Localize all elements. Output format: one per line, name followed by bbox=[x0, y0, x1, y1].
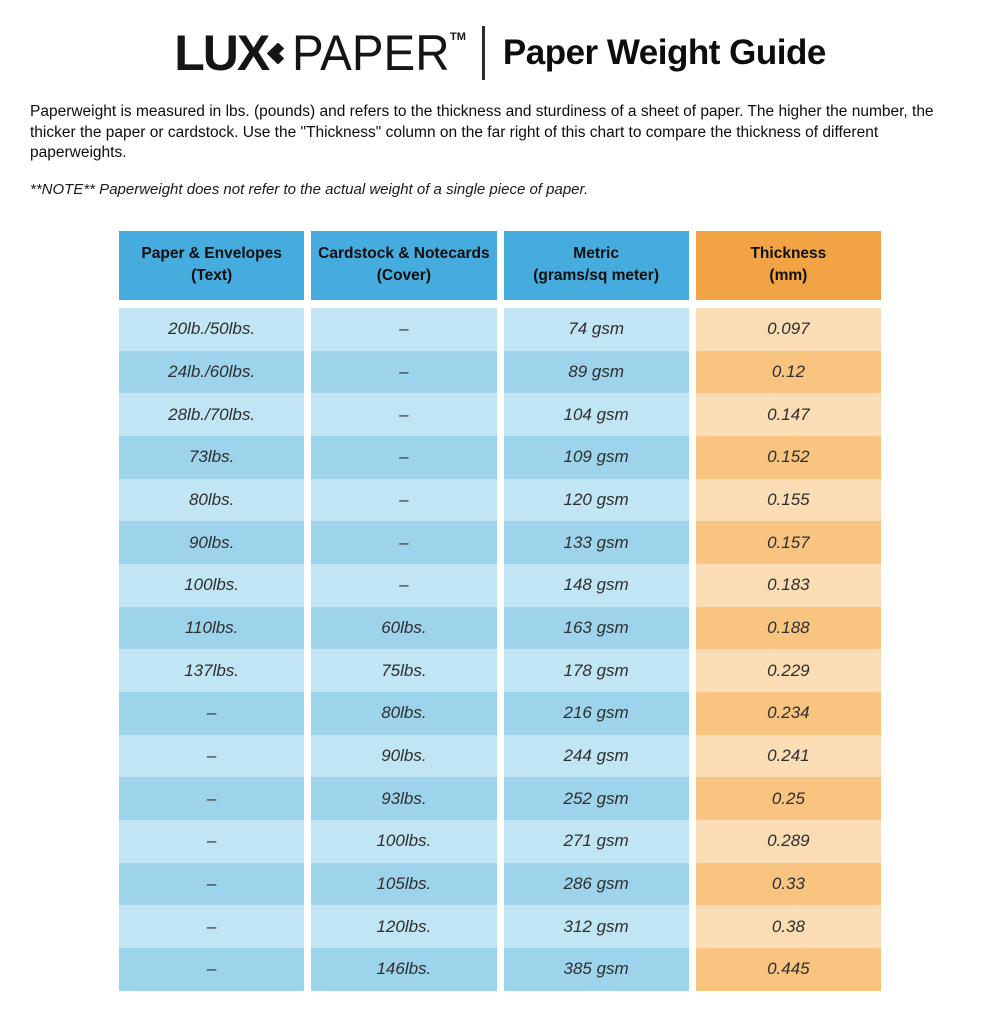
cell-thickness: 0.152 bbox=[696, 436, 881, 479]
cell-thickness: 0.157 bbox=[696, 521, 881, 564]
table-row bbox=[119, 393, 881, 436]
cell-cardstock-notecards: – bbox=[311, 479, 496, 522]
cell-paper-envelopes: – bbox=[119, 905, 304, 948]
cell-metric: 120 gsm bbox=[504, 479, 689, 522]
cell-thickness: 0.097 bbox=[696, 308, 881, 351]
column-header-line2: (mm) bbox=[769, 267, 808, 285]
column-header-line2: (Cover) bbox=[376, 267, 431, 285]
table-body bbox=[119, 308, 881, 991]
cell-metric: 244 gsm bbox=[504, 735, 689, 778]
chevron-left-icon bbox=[268, 42, 289, 63]
cell-metric: 216 gsm bbox=[504, 692, 689, 735]
table-row bbox=[119, 863, 881, 906]
cell-thickness: 0.12 bbox=[696, 351, 881, 394]
cell-cardstock-notecards: 120lbs. bbox=[311, 905, 496, 948]
column-header-line1: Cardstock & Notecards bbox=[318, 244, 490, 262]
cell-paper-envelopes: – bbox=[119, 820, 304, 863]
cell-cardstock-notecards: 75lbs. bbox=[311, 649, 496, 692]
lux-paper-logo bbox=[174, 24, 474, 82]
table-row bbox=[119, 649, 881, 692]
cell-thickness: 0.234 bbox=[696, 692, 881, 735]
column-header-line2: (Text) bbox=[191, 267, 233, 285]
cell-metric: 271 gsm bbox=[504, 820, 689, 863]
table-row bbox=[119, 735, 881, 778]
cell-thickness: 0.241 bbox=[696, 735, 881, 778]
cell-cardstock-notecards: – bbox=[311, 308, 496, 351]
cell-paper-envelopes: 28lb./70lbs. bbox=[119, 393, 304, 436]
intro-paragraph: Paperweight is measured in lbs. (pounds) and refers to the thickness and sturdiness of a sheet of paper. The higher the number, the thicker the paper or cardstock. Use the "Thickness" column on the far right of this chart to compare the thickness of different paperweights. bbox=[30, 103, 934, 162]
cell-metric: 89 gsm bbox=[504, 351, 689, 394]
cell-paper-envelopes: 137lbs. bbox=[119, 649, 304, 692]
table-row bbox=[119, 351, 881, 394]
column-header-metric bbox=[504, 231, 689, 300]
cell-thickness: 0.25 bbox=[696, 777, 881, 820]
cell-paper-envelopes: – bbox=[119, 863, 304, 906]
table-header-row bbox=[119, 231, 881, 300]
page bbox=[0, 24, 1000, 1024]
page-title: Paper Weight Guide bbox=[502, 33, 826, 72]
table-row bbox=[119, 692, 881, 735]
cell-thickness: 0.147 bbox=[696, 393, 881, 436]
logo-trademark: TM bbox=[450, 31, 466, 43]
cell-cardstock-notecards: 60lbs. bbox=[311, 607, 496, 650]
logo-chevrons-icon bbox=[270, 46, 286, 61]
cell-paper-envelopes: – bbox=[119, 692, 304, 735]
cell-metric: 252 gsm bbox=[504, 777, 689, 820]
cell-paper-envelopes: 73lbs. bbox=[119, 436, 304, 479]
logo-lux-text: LUX bbox=[174, 25, 269, 81]
cell-cardstock-notecards: 93lbs. bbox=[311, 777, 496, 820]
cell-cardstock-notecards: 80lbs. bbox=[311, 692, 496, 735]
cell-thickness: 0.229 bbox=[696, 649, 881, 692]
cell-thickness: 0.445 bbox=[696, 948, 881, 991]
column-header-line2: (grams/sq meter) bbox=[533, 267, 659, 285]
cell-paper-envelopes: – bbox=[119, 777, 304, 820]
table-row bbox=[119, 479, 881, 522]
cell-paper-envelopes: 100lbs. bbox=[119, 564, 304, 607]
column-header-cardstock-notecards bbox=[311, 231, 496, 300]
cell-cardstock-notecards: 146lbs. bbox=[311, 948, 496, 991]
cell-paper-envelopes: 90lbs. bbox=[119, 521, 304, 564]
column-header-line1: Thickness bbox=[750, 244, 827, 262]
cell-paper-envelopes: 110lbs. bbox=[119, 607, 304, 650]
table-row bbox=[119, 948, 881, 991]
cell-metric: 163 gsm bbox=[504, 607, 689, 650]
cell-paper-envelopes: 80lbs. bbox=[119, 479, 304, 522]
table-row bbox=[119, 777, 881, 820]
logo-paper-text: PAPER bbox=[292, 25, 450, 81]
cell-cardstock-notecards: – bbox=[311, 351, 496, 394]
cell-thickness: 0.33 bbox=[696, 863, 881, 906]
cell-metric: 133 gsm bbox=[504, 521, 689, 564]
paper-weight-table bbox=[119, 231, 881, 991]
cell-metric: 178 gsm bbox=[504, 649, 689, 692]
cell-metric: 104 gsm bbox=[504, 393, 689, 436]
cell-paper-envelopes: 20lb./50lbs. bbox=[119, 308, 304, 351]
cell-paper-envelopes: – bbox=[119, 948, 304, 991]
table-row bbox=[119, 905, 881, 948]
cell-thickness: 0.38 bbox=[696, 905, 881, 948]
cell-cardstock-notecards: – bbox=[311, 393, 496, 436]
cell-thickness: 0.155 bbox=[696, 479, 881, 522]
table-row bbox=[119, 436, 881, 479]
cell-cardstock-notecards: – bbox=[311, 564, 496, 607]
column-header-line1: Paper & Envelopes bbox=[141, 244, 282, 262]
table-row bbox=[119, 308, 881, 351]
column-header-thickness bbox=[696, 231, 881, 300]
cell-metric: 385 gsm bbox=[504, 948, 689, 991]
cell-metric: 74 gsm bbox=[504, 308, 689, 351]
cell-metric: 312 gsm bbox=[504, 905, 689, 948]
cell-thickness: 0.289 bbox=[696, 820, 881, 863]
column-header-line1: Metric bbox=[573, 244, 619, 262]
cell-cardstock-notecards: – bbox=[311, 436, 496, 479]
cell-cardstock-notecards: 90lbs. bbox=[311, 735, 496, 778]
header-divider bbox=[482, 26, 485, 80]
cell-cardstock-notecards: 105lbs. bbox=[311, 863, 496, 906]
table-row bbox=[119, 607, 881, 650]
cell-metric: 286 gsm bbox=[504, 863, 689, 906]
header bbox=[0, 24, 1000, 82]
cell-paper-envelopes: – bbox=[119, 735, 304, 778]
cell-metric: 109 gsm bbox=[504, 436, 689, 479]
table-row bbox=[119, 564, 881, 607]
cell-paper-envelopes: 24lb./60lbs. bbox=[119, 351, 304, 394]
table-row bbox=[119, 521, 881, 564]
cell-thickness: 0.188 bbox=[696, 607, 881, 650]
cell-thickness: 0.183 bbox=[696, 564, 881, 607]
cell-cardstock-notecards: – bbox=[311, 521, 496, 564]
table-row bbox=[119, 820, 881, 863]
cell-metric: 148 gsm bbox=[504, 564, 689, 607]
cell-cardstock-notecards: 100lbs. bbox=[311, 820, 496, 863]
note-text: **NOTE** Paperweight does not refer to the actual weight of a single piece of paper. bbox=[30, 180, 589, 198]
column-header-paper-envelopes bbox=[119, 231, 304, 300]
